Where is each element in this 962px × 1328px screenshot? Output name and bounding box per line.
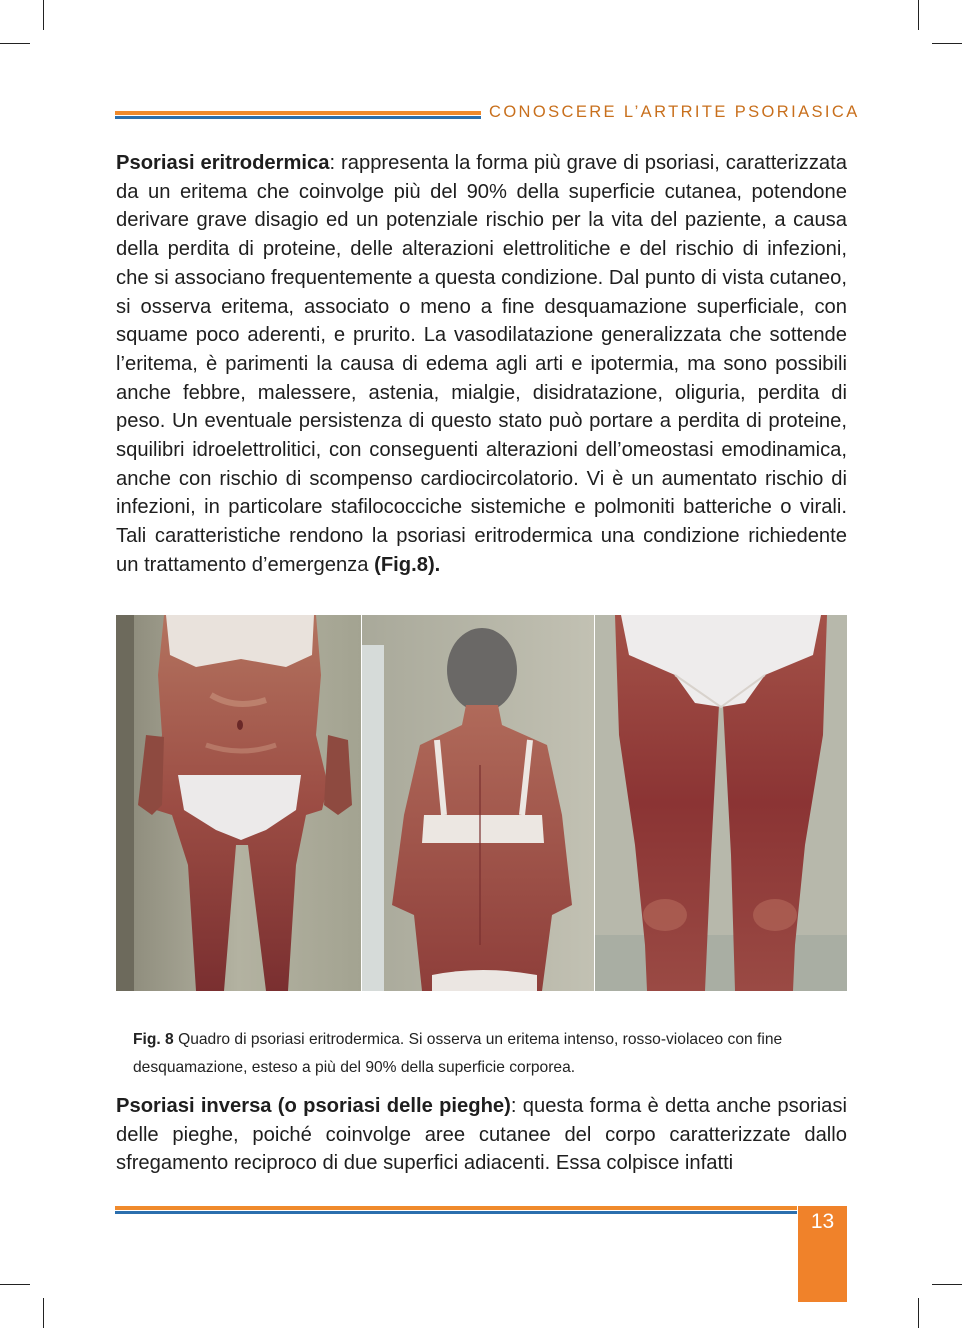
crop-mark	[918, 0, 919, 30]
paragraph-body: : questa forma è detta anche psoriasi delle pieghe, poiché coinvolge aree cutanee del corpo caratterizzate dallo sfregamento reciproco di due superfici adiacenti. Essa colpisce infatti	[116, 1095, 847, 1175]
caption-text: Quadro di psoriasi eritrodermica. Si osserva un eritema intenso, rosso-violaceo con fine desquamazione, esteso a più del 90% della superficie corporea.	[133, 1031, 783, 1076]
running-head: CONOSCERE L’ARTRITE PSORIASICA	[489, 103, 860, 121]
header-rule-blue	[115, 116, 481, 119]
paragraph-psoriasi-inversa	[116, 1092, 847, 1178]
page-number: 13	[810, 1210, 835, 1233]
figure-label: Fig. 8	[133, 1031, 174, 1048]
photo-back	[362, 615, 594, 991]
page-number-tab	[798, 1206, 847, 1302]
header-rule-orange	[115, 111, 481, 115]
footer-rule	[115, 1206, 797, 1214]
figure-8	[116, 615, 847, 991]
term-psoriasi-inversa: Psoriasi inversa (o psoriasi delle pieghe)	[116, 1095, 511, 1117]
paragraph-body: : rappresenta la forma più grave di psoriasi, caratterizzata da un eritema che coinvolge più del 90% della superficie cutanea, potendone derivare grave disagio ed un potenziale rischio per la vita del paziente, a causa della perdita di proteine, delle alterazioni elettrolitiche e del rischio di infezioni, che si associano frequentemente a questa condizione. Dal punto di vista cutaneo, si osserva eritema, associato o meno a fine desquamazione superficiale, con squame poco aderenti, e prurito. La vasodilatazione generalizzata che sottende l’eritema, è parimenti la causa di edema agli arti e ipotermia, ma sono possibili anche febbre, malessere, astenia, mialgie, disidratazione, oliguria, perdita di peso. Un eventuale persistenza di questo stato può portare a perdita di proteine, squilibri idroelettrolitici, con conseguenti alterazioni dell’omeostasi emodinamica, anche con rischio di scompenso cardiocircolatorio. Vi è un aumentato rischio di infezioni, in particolare stafilococciche sistemiche e polmoniti batteriche o virali. Tali caratteristiche rendono la psoriasi eritrodermica una condizione richiedente un trattamento d’emergenza	[116, 152, 847, 576]
crop-mark	[43, 0, 44, 30]
crop-mark	[932, 43, 962, 44]
crop-mark	[932, 1284, 962, 1285]
crop-mark	[918, 1298, 919, 1328]
photo-legs	[595, 615, 847, 991]
figure-caption	[133, 1026, 845, 1082]
paragraph-psoriasi-eritrodermica	[116, 149, 847, 580]
footer-rule-orange	[115, 1206, 797, 1210]
crop-mark	[43, 1298, 44, 1328]
footer-rule-blue	[115, 1211, 797, 1214]
crop-mark	[0, 1284, 30, 1285]
photo-front-torso	[116, 615, 361, 991]
figure-reference: (Fig.8).	[374, 553, 441, 576]
crop-mark	[0, 43, 30, 44]
term-psoriasi-eritrodermica: Psoriasi eritrodermica	[116, 152, 330, 174]
header-rule	[115, 111, 481, 119]
